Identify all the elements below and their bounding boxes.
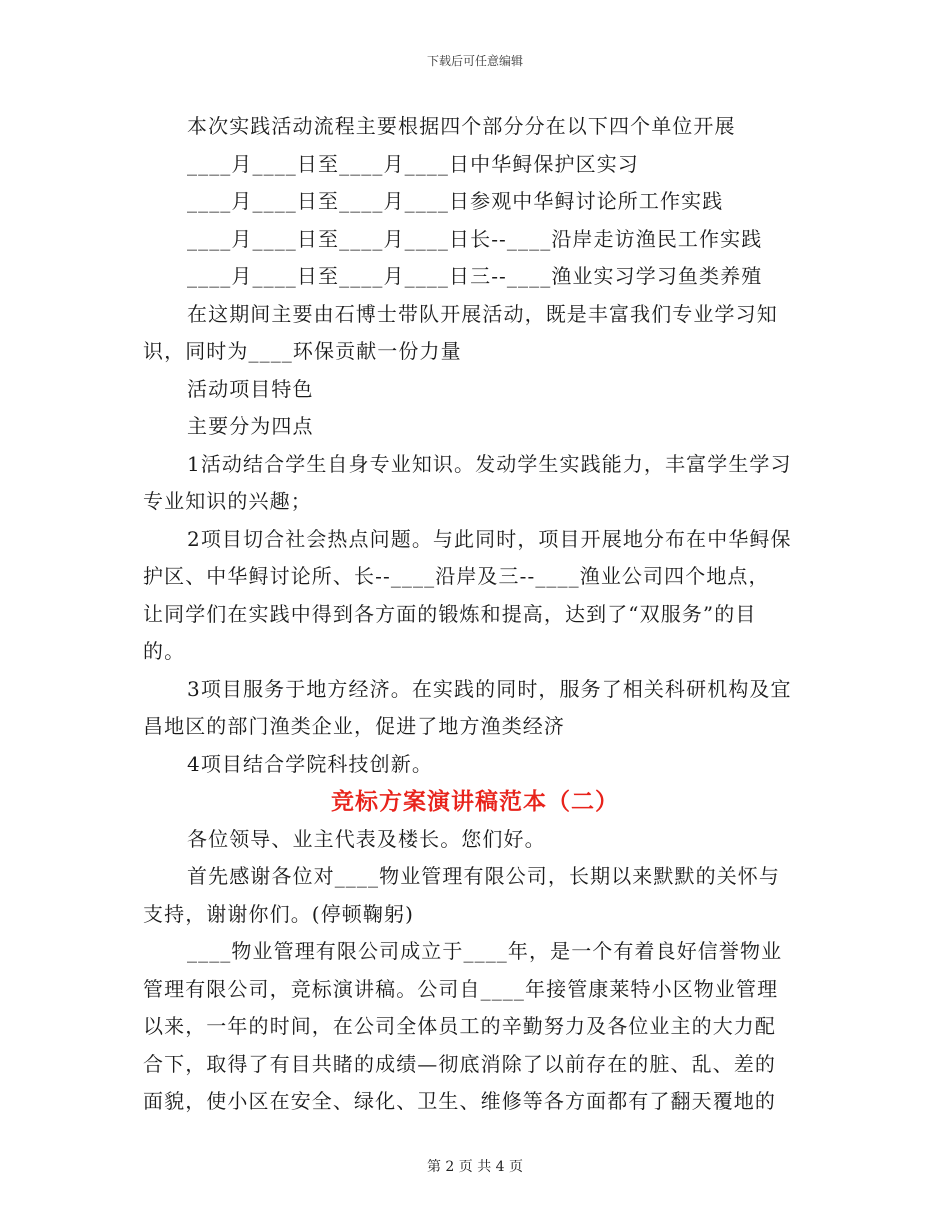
text-line: 活动项目特色 <box>187 376 314 401</box>
text-line: 昌地区的部门渔类企业，促进了地方渔类经济 <box>143 714 565 738</box>
text-line: ____月____日至____月____日三--____渔业实习学习鱼类养殖 <box>187 264 763 288</box>
page-footer: 第 2 页 共 4 页 <box>426 1159 524 1175</box>
text-line: 让同学们在实践中得到各方面的锻炼和提高，达到了“双服务”的目 <box>143 601 757 626</box>
text-line: 3项目服务于地方经济。在实践的同时，服务了相关科研机构及宜 <box>187 676 792 701</box>
text-line: ____物业管理有限公司成立于____年，是一个有着良好信誉物业 <box>187 939 783 963</box>
text-line: 主要分为四点 <box>187 414 314 438</box>
text-line: 4项目结合学院科技创新。 <box>187 751 433 776</box>
text-line: 各位领导、业主代表及楼长。您们好。 <box>187 826 546 851</box>
document-body <box>143 108 807 1121</box>
text-line: 识，同时为____环保贡献一份力量 <box>143 339 462 363</box>
text-line: ____月____日至____月____日中华鲟保护区实习 <box>187 151 639 176</box>
text-line: 合下，取得了有目共睹的成绩—彻底消除了以前存在的脏、乱、差的 <box>143 1051 776 1076</box>
text-line: 以来，一年的时间，在公司全体员工的辛勤努力及各位业主的大力配 <box>143 1014 776 1038</box>
text-line: 面貌，使小区在安全、绿化、卫生、维修等各方面都有了翻天覆地的 <box>143 1089 776 1113</box>
text-line: 1活动结合学生自身专业知识。发动学生实践能力，丰富学生学习 <box>187 451 792 476</box>
text-line: 本次实践活动流程主要根据四个部分分在以下四个单位开展 <box>187 114 736 138</box>
text-line: ____月____日至____月____日参观中华鲟讨论所工作实践 <box>187 189 724 213</box>
text-line: 首先感谢各位对____物业管理有限公司，长期以来默默的关怀与 <box>187 864 780 888</box>
text-line: 护区、中华鲟讨论所、长--____沿岸及三--____渔业公司四个地点， <box>143 564 770 588</box>
text-line: 支持，谢谢你们。(停顿鞠躬) <box>143 901 415 926</box>
text-line: 专业知识的兴趣； <box>143 489 312 513</box>
text-line: 在这期间主要由石博士带队开展活动，既是丰富我们专业学习知 <box>187 301 778 326</box>
page-header: 下载后可任意编辑 <box>426 54 523 68</box>
text-line: 管理有限公司，竞标演讲稿。公司自____年接管康莱特小区物业管理 <box>143 976 779 1001</box>
text-line: 的。 <box>143 639 186 663</box>
section-title: 竞标方案演讲稿范本（二） <box>331 788 619 815</box>
text-line: ____月____日至____月____日长--____沿岸走访渔民工作实践 <box>187 226 763 251</box>
text-line: 2项目切合社会热点问题。与此同时，项目开展地分布在中华鲟保 <box>187 526 792 551</box>
